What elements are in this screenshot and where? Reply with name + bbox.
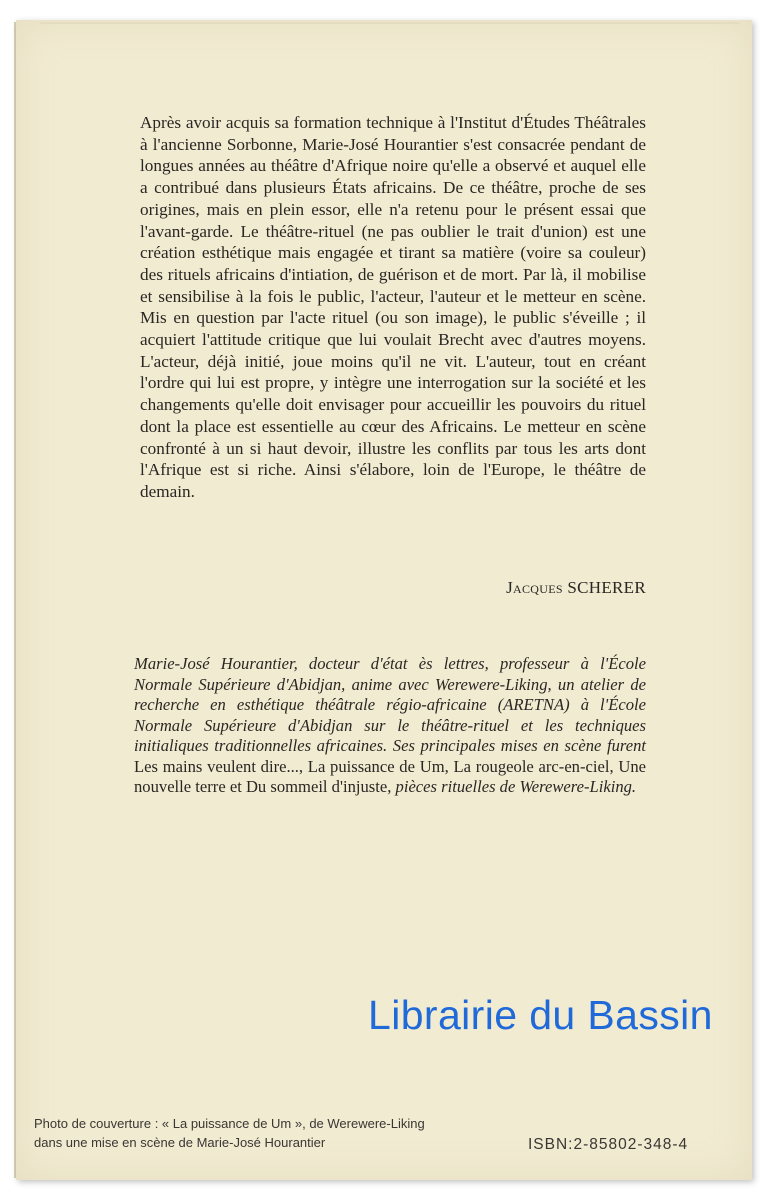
top-edge-line	[40, 22, 740, 24]
blurb-signature: Jacques SCHERER	[506, 578, 646, 597]
seller-watermark: Librairie du Bassin	[368, 992, 713, 1038]
photo-credit	[34, 1114, 425, 1152]
photo-credit-line-1: Photo de couverture : « La puissance de Um », de Werewere-Liking	[34, 1116, 425, 1131]
bio-italic-intro: Marie-José Hourantier, docteur d'état ès lettres, professeur à l'École Normale Supérieure d'Abidjan, anime avec Werewere-Liking, un atelier de recherche en esthétique théâtrale régio-africaine (ARETNA) à l'École Normale Supérieure d'Abidjan sur le théâtre-rituel et les techniques initialiques traditionnelles africaines. Ses principales mises en scène furent	[134, 654, 646, 755]
isbn-number: ISBN:2-85802-348-4	[528, 1136, 689, 1153]
photo-credit-line-2: dans une mise en scène de Marie-José Hourantier	[34, 1135, 326, 1150]
blurb-paragraph: Après avoir acquis sa formation technique à l'Institut d'Études Théâtrales à l'ancienne Sorbonne, Marie-José Hourantier s'est consacrée pendant de longues années au théâtre d'Afrique noire qu'elle a observé et auquel elle a contribué dans plusieurs États africains. De ce théâtre, proche de ses origines, mais en plein essor, elle n'a retenu pour le présent essai que l'avant-garde. Le théâtre-rituel (ne pas oublier le trait d'union) est une création esthétique mais engagée et tirant sa matière (voire sa couleur) des rituels africains d'intiation, de guérison et de mort. Par là, il mobilise et sensibilise à la fois le public, l'acteur, l'auteur et le metteur en scène. Mis en question par l'acte rituel (ou son image), le public s'éveille ; il acquiert l'attitude critique que lui voulait Brecht avec d'autres moyens. L'acteur, déjà initié, joue moins qu'il ne vit. L'auteur, tout en créant l'ordre qui lui est propre, y intègre une interrogation sur la société et les changements qu'elle doit envisager pour accueillir les pouvoirs du rituel dont la place est essentielle au cœur des Africains. Le metteur en scène confronté à un si haut devoir, illustre les conflits par tous les arts dont l'Afrique est si riche. Ainsi s'élabore, loin de l'Europe, le théâtre de demain.	[140, 113, 646, 501]
bio-italic-end: pièces rituelles de Werewere-Liking.	[395, 777, 637, 796]
bio-titles: Les mains veulent dire..., La puissance de Um, La rougeole arc-en-ciel, Une nouvelle terre et Du sommeil d'injuste,	[134, 756, 646, 796]
author-bio-paragraph	[134, 654, 646, 798]
blurb-text	[140, 112, 646, 503]
author-bio	[134, 654, 646, 798]
